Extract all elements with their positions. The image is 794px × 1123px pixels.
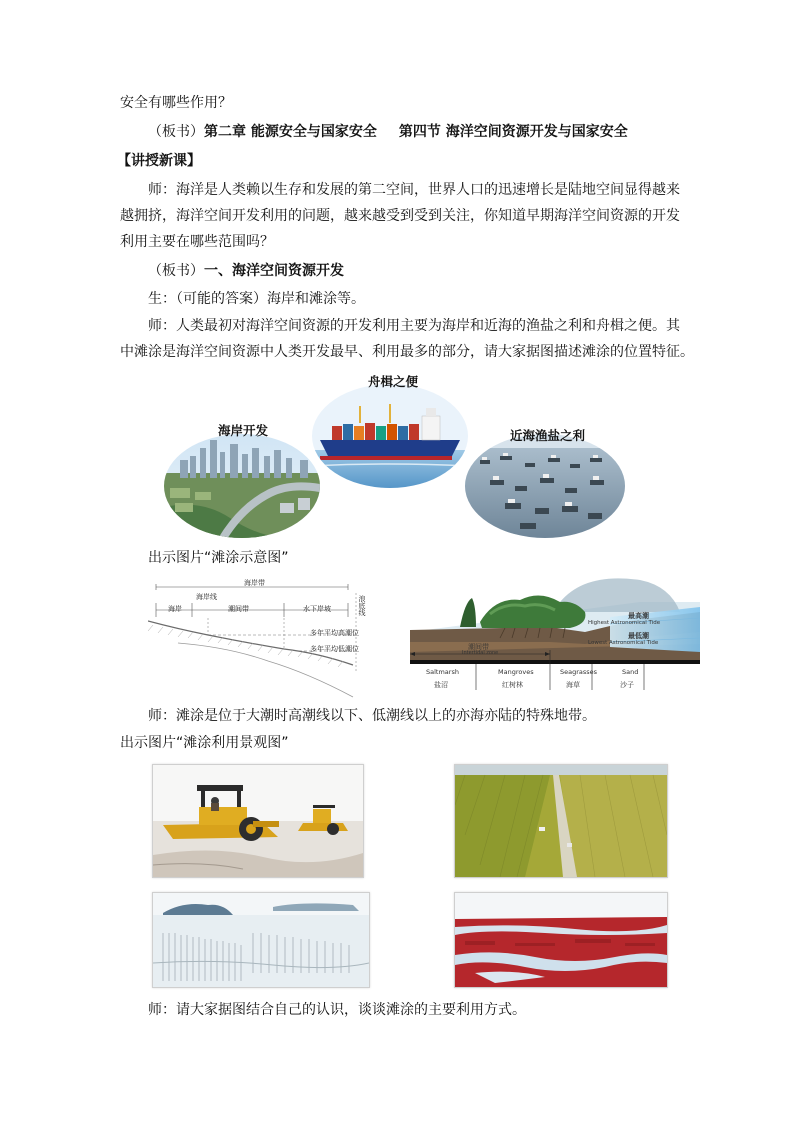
- para1-line1: 师：海洋是人类赖以生存和发展的第二空间，世界人口的迅速增长是陆地空间显得越来: [148, 182, 680, 198]
- para2-line2: 中滩涂是海洋空间资源中人类开发最早、利用最多的部分，请大家据图描述滩涂的位置特征。: [120, 344, 694, 360]
- figure-ocean-uses: [160, 368, 640, 538]
- label-saltmarsh-cn: 盐沼: [434, 681, 448, 689]
- label-seagrasses-en: Seagrasses: [560, 668, 598, 676]
- intertidal-zone-illustration: [410, 572, 700, 697]
- discussion-prompt: 师：请大家据图结合自己的认识，谈谈滩涂的主要利用方式。: [148, 1002, 526, 1018]
- label-sand-cn: 沙子: [620, 681, 634, 689]
- red-beach-photo-drawing: [455, 893, 667, 987]
- student-answer: 生：（可能的答案）海岸和滩涂等。: [148, 291, 365, 307]
- photo-reclaimed-fields: [454, 764, 668, 878]
- label-fishing-salt: 近海渔盐之利: [510, 428, 586, 443]
- label-wave-base: 浪底线: [358, 595, 366, 616]
- ocean-uses-illustration: [160, 368, 640, 538]
- photo-red-beach-wetland: [454, 892, 668, 988]
- label-coast: 海岸: [168, 605, 182, 613]
- board-heading: [148, 122, 628, 142]
- tidal-flat-schematic: [148, 573, 370, 698]
- label-lowest-tide-cn: 最低潮: [628, 632, 649, 640]
- show-tidal-flat-landscape: 出示图片“滩涂利用景观图”: [120, 735, 289, 751]
- label-highest-tide-cn: 最高潮: [628, 612, 649, 620]
- label-mean-high-tide: 多年平均高潮位: [310, 629, 359, 637]
- board-heading-2: [148, 261, 344, 281]
- label-sand-en: Sand: [622, 668, 639, 676]
- label-intertidal-en: Intertidal zone: [462, 650, 499, 656]
- label-seagrasses-cn: 海草: [566, 681, 580, 689]
- label-mangroves-cn: 红树林: [502, 681, 523, 689]
- board-prefix-2: （板书）: [148, 263, 204, 279]
- label-lowest-tide-en: Lowest Astronomical Tide: [588, 640, 659, 646]
- section-title: 第四节 海洋空间资源开发与国家安全: [398, 124, 628, 140]
- label-shipping: 舟楫之便: [368, 374, 419, 389]
- aquaculture-photo-drawing: [153, 893, 369, 987]
- label-mangroves-en: Mangroves: [498, 668, 534, 676]
- board-prefix: （板书）: [148, 124, 204, 140]
- label-underwater-slope: 水下岸坡: [303, 605, 331, 613]
- photo-tidal-flat-machinery: [152, 764, 364, 878]
- photo-aquaculture-poles: [152, 892, 370, 988]
- machinery-photo-drawing: [153, 765, 363, 877]
- label-highest-tide-en: Highest Astronomical Tide: [588, 620, 661, 626]
- label-coast-development: 海岸开发: [218, 423, 269, 438]
- label-intertidal-cn: 潮间带: [468, 643, 489, 651]
- new-lesson-heading: 【讲授新课】: [117, 153, 201, 169]
- label-intertidal: 潮间带: [228, 605, 249, 613]
- para1-line2: 越拥挤，海洋空间开发利用的问题，越来越受到受到关注，你知道早期海洋空间资源的开发: [120, 208, 680, 224]
- label-shoreline: 海岸线: [196, 593, 217, 601]
- show-tidal-flat-diagram: 出示图片“滩涂示意图”: [148, 550, 289, 566]
- fields-photo-drawing: [455, 765, 667, 877]
- label-saltmarsh-en: Saltmarsh: [426, 668, 459, 676]
- text-line-1: 安全有哪些作用？: [120, 95, 232, 111]
- label-mean-low-tide: 多年平均低潮位: [310, 645, 359, 653]
- chapter-title: 第二章 能源安全与国家安全: [204, 124, 377, 140]
- para1-line3: 利用主要在哪些范围吗？: [120, 234, 274, 250]
- label-coastal-zone: 海岸带: [244, 579, 265, 587]
- tidal-flat-definition: 师：滩涂是位于大潮时高潮线以下、低潮线以上的亦海亦陆的特殊地带。: [148, 708, 596, 724]
- board-subtitle: 一、海洋空间资源开发: [204, 263, 344, 279]
- intertidal-zone-drawing: [410, 572, 700, 697]
- para2-line1: 师：人类最初对海洋空间资源的开发利用主要为海岸和近海的渔盐之利和舟楫之便。其: [148, 318, 680, 334]
